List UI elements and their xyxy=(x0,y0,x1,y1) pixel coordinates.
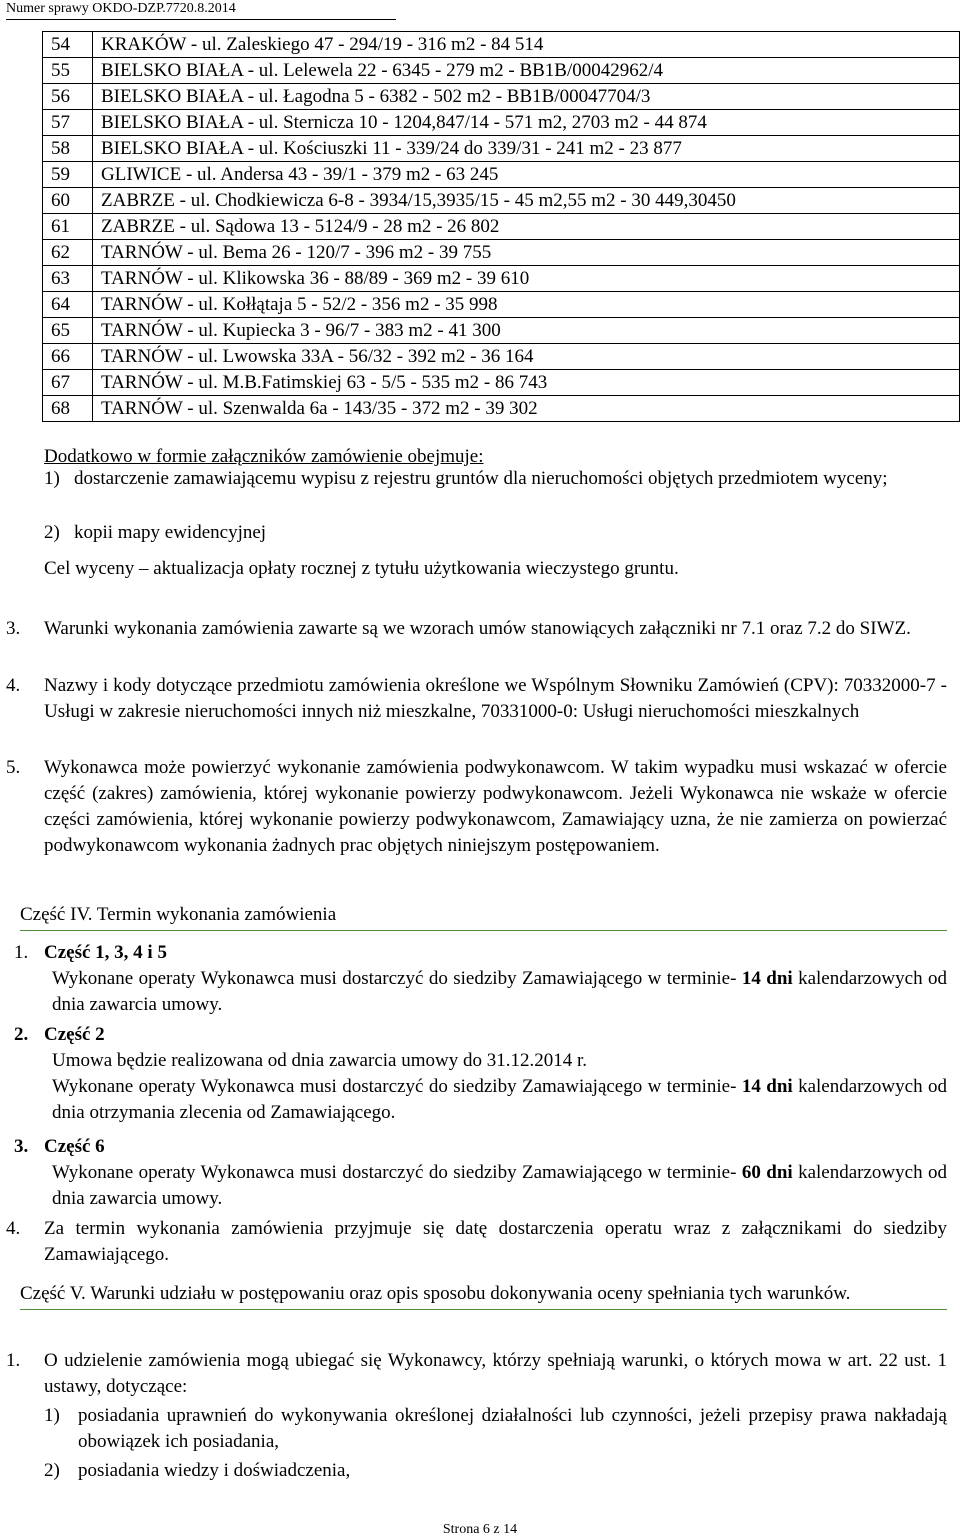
table-row xyxy=(43,318,960,344)
row-property: TARNÓW - ul. Szenwalda 6a - 143/35 - 372 m2 - 39 302 xyxy=(93,396,960,422)
table-row xyxy=(43,84,960,110)
part-5-point-1: 1. O udzielenie zamówienia mogą ubiegać się Wykonawcy, którzy spełniają warunki, o których mowa w art. 22 ust. 1 ustawy, dotyczące: xyxy=(6,1350,947,1397)
row-property: BIELSKO BIAŁA - ul. Lelewela 22 - 6345 - 279 m2 - BB1B/00042962/4 xyxy=(93,58,960,84)
header-rule xyxy=(6,19,396,20)
row-number: 68 xyxy=(43,396,93,422)
row-property: BIELSKO BIAŁA - ul. Kościuszki 11 - 339/24 do 339/31 - 241 m2 - 23 877 xyxy=(93,136,960,162)
table-row xyxy=(43,162,960,188)
row-number: 58 xyxy=(43,136,93,162)
point-3: 3. Warunki wykonania zamówienia zawarte są we wzorach umów stanowiących załączniki nr 7.1 oraz 7.2 do SIWZ. xyxy=(6,618,911,639)
row-property: GLIWICE - ul. Andersa 43 - 39/1 - 379 m2 - 63 245 xyxy=(93,162,960,188)
property-table xyxy=(42,31,960,422)
row-number: 64 xyxy=(43,292,93,318)
table-row xyxy=(43,32,960,58)
table-row xyxy=(43,292,960,318)
row-property: TARNÓW - ul. M.B.Fatimskiej 63 - 5/5 - 535 m2 - 86 743 xyxy=(93,370,960,396)
part-4-section-3: 3. Część 6 Wykonane operaty Wykonawca musi dostarczyć do siedziby Zamawiającego w terminie- 60 dni kalendarzowych od dnia zawarcia umowy. xyxy=(14,1136,947,1209)
part-4-section-4: 4. Za termin wykonania zamówienia przyjmuje się datę dostarczenia operatu wraz z załącznikami do siedziby Zamawiającego. xyxy=(6,1218,947,1265)
row-property: TARNÓW - ul. Kupiecka 3 - 96/7 - 383 m2 - 41 300 xyxy=(93,318,960,344)
row-number: 63 xyxy=(43,266,93,292)
row-property: BIELSKO BIAŁA - ul. Sternicza 10 - 1204,847/14 - 571 m2, 2703 m2 - 44 874 xyxy=(93,110,960,136)
part-4-section-1: 1. Część 1, 3, 4 i 5 Wykonane operaty Wykonawca musi dostarczyć do siedziby Zamawiającego w terminie- 14 dni kalendarzowych od dnia zawarcia umowy. xyxy=(14,942,947,1015)
row-number: 62 xyxy=(43,240,93,266)
part-5-sub-2: 2) posiadania wiedzy i doświadczenia, xyxy=(44,1460,351,1481)
row-property: ZABRZE - ul. Sądowa 13 - 5124/9 - 28 m2 - 26 802 xyxy=(93,214,960,240)
part-4-section-2: 2. Część 2 Umowa będzie realizowana od dnia zawarcia umowy do 31.12.2014 r. Wykonane operaty Wykonawca musi dostarczyć do siedziby Zamawiającego w terminie- 14 dni kalendarzowych od dnia otrzymania zlecenia od Zamawiającego. xyxy=(14,1024,947,1123)
table-row xyxy=(43,344,960,370)
table-row xyxy=(43,370,960,396)
row-property: TARNÓW - ul. Lwowska 33A - 56/32 - 392 m2 - 36 164 xyxy=(93,344,960,370)
attachments-intro: Dodatkowo w formie załączników zamówienie obejmuje: xyxy=(44,446,484,467)
point-4: 4. Nazwy i kody dotyczące przedmiotu zamówienia określone we Wspólnym Słowniku Zamówień (CPV): 70332000-7 - Usługi w zakresie nieruchomości innych niż mieszkalne, 70331000-0: Usługi nieruchomości mieszkalnych xyxy=(6,675,947,722)
table-row xyxy=(43,266,960,292)
row-number: 57 xyxy=(43,110,93,136)
page-number: Strona 6 z 14 xyxy=(442,1522,518,1537)
table-row xyxy=(43,396,960,422)
row-number: 65 xyxy=(43,318,93,344)
row-number: 66 xyxy=(43,344,93,370)
attachment-item-2: 2) kopii mapy ewidencyjnej xyxy=(44,522,267,543)
row-property: ZABRZE - ul. Chodkiewicza 6-8 - 3934/15,3935/15 - 45 m2,55 m2 - 30 449,30450 xyxy=(93,188,960,214)
part-4-heading: Część IV. Termin wykonania zamówienia xyxy=(20,902,947,931)
row-property: KRAKÓW - ul. Zaleskiego 47 - 294/19 - 316 m2 - 84 514 xyxy=(93,32,960,58)
row-number: 54 xyxy=(43,32,93,58)
table-row xyxy=(43,240,960,266)
row-number: 59 xyxy=(43,162,93,188)
part-5-heading: Część V. Warunki udziału w postępowaniu oraz opis sposobu dokonywania oceny spełniania tych warunków. xyxy=(20,1281,947,1310)
table-row xyxy=(43,188,960,214)
point-5: 5. Wykonawca może powierzyć wykonanie zamówienia podwykonawcom. W takim wypadku musi wskazać w ofercie część (zakres) zamówienia, której wykonanie powierzy podwykonawcom. Jeżeli Wykonawca nie wskaże w ofercie części zamówienia, której wykonanie powierzy podwykonawcom, Zamawiający uzna, że nie zamierza on powierzać podwykonawcom wykonania żadnych prac objętych niniejszym postępowaniem. xyxy=(6,757,947,856)
attachment-item-1: 1) dostarczenie zamawiającemu wypisu z rejestru gruntów dla nieruchomości objętych przedmiotem wyceny; xyxy=(44,468,888,489)
row-property: TARNÓW - ul. Bema 26 - 120/7 - 396 m2 - 39 755 xyxy=(93,240,960,266)
row-number: 67 xyxy=(43,370,93,396)
row-property: BIELSKO BIAŁA - ul. Łagodna 5 - 6382 - 502 m2 - BB1B/00047704/3 xyxy=(93,84,960,110)
row-property: TARNÓW - ul. Klikowska 36 - 88/89 - 369 m2 - 39 610 xyxy=(93,266,960,292)
row-number: 60 xyxy=(43,188,93,214)
case-number-header: Numer sprawy OKDO-DZP.7720.8.2014 xyxy=(6,1,236,16)
table-row xyxy=(43,58,960,84)
row-number: 55 xyxy=(43,58,93,84)
row-number: 61 xyxy=(43,214,93,240)
table-row xyxy=(43,214,960,240)
table-row xyxy=(43,110,960,136)
row-property: TARNÓW - ul. Kołłątaja 5 - 52/2 - 356 m2 - 35 998 xyxy=(93,292,960,318)
table-row xyxy=(43,136,960,162)
part-5-sub-1: 1) posiadania uprawnień do wykonywania określonej działalności lub czynności, jeżeli przepisy prawa nakładają obowiązek ich posiadania, xyxy=(44,1405,947,1452)
row-number: 56 xyxy=(43,84,93,110)
valuation-purpose: Cel wyceny – aktualizacja opłaty rocznej z tytułu użytkowania wieczystego gruntu. xyxy=(44,558,679,579)
